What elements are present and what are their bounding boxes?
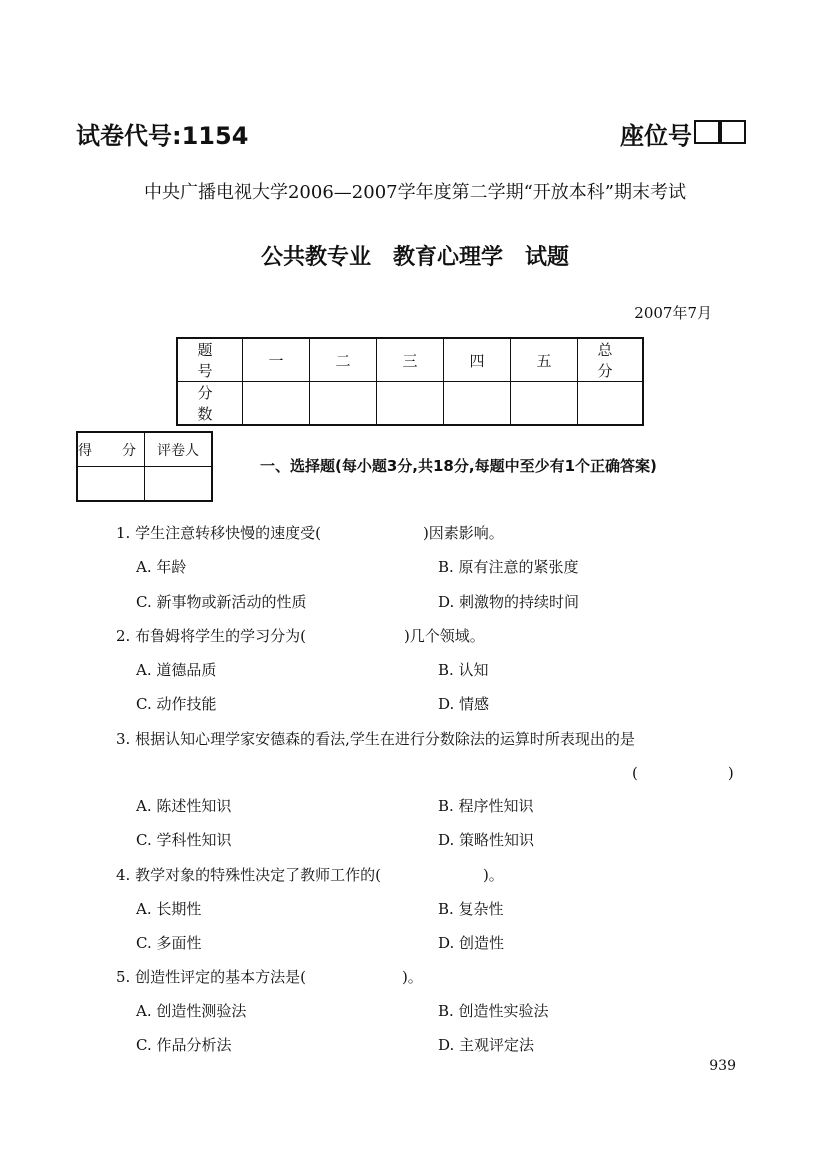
score-entry-cell[interactable] (444, 382, 511, 426)
option-d: D. 创造性 (438, 934, 505, 952)
score-entry-cell[interactable] (578, 382, 644, 426)
question-stem: 5. 创造性评定的基本方法是( (116, 968, 306, 986)
option-a: A. 陈述性知识 (136, 797, 232, 815)
option-c: C. 作品分析法 (136, 1036, 232, 1054)
grader-table (76, 431, 213, 502)
question-stem: 3. 根据认知心理学家安德森的看法,学生在进行分数除法的运算时所表现出的是 (116, 730, 635, 748)
university-line: 中央广播电视大学2006—2007学年度第二学期“开放本科”期末考试 (143, 182, 687, 203)
option-c: C. 学科性知识 (136, 831, 232, 849)
score-entry-cell[interactable] (310, 382, 377, 426)
page-number: 939 (709, 1058, 736, 1074)
grader-name-label: 评卷人 (145, 432, 213, 467)
question-4 (116, 864, 504, 885)
option-c: C. 动作技能 (136, 695, 217, 713)
question-stem: 2. 布鲁姆将学生的学习分为( (116, 627, 306, 645)
question-3 (116, 728, 635, 749)
option-c: C. 新事物或新活动的性质 (136, 593, 307, 611)
seat-number-box-1 (694, 120, 720, 144)
grader-score-label: 得 分 (77, 432, 145, 467)
question-5 (116, 966, 423, 987)
option-d: D. 刺激物的持续时间 (438, 593, 580, 611)
section-header: 一、选择题(每小题3分,共18分,每题中至少有1个正确答案) (260, 457, 657, 475)
seat-number-label: 座位号 (620, 122, 692, 150)
question-tail: )几个领域。 (403, 627, 485, 645)
question-2 (116, 625, 485, 646)
score-table-cell: 五 (511, 338, 578, 382)
exam-code: 试卷代号:1154 (76, 122, 249, 150)
option-b: B. 程序性知识 (438, 797, 534, 815)
score-table-cell: 分 数 (177, 382, 243, 426)
question-tail: )因素影响。 (422, 524, 504, 542)
option-d: D. 主观评定法 (438, 1036, 535, 1054)
option-a: A. 长期性 (136, 900, 202, 918)
option-d: D. 情感 (438, 695, 490, 713)
score-entry-cell[interactable] (243, 382, 310, 426)
score-table-cell: 三 (377, 338, 444, 382)
score-table-cell: 题 号 (177, 338, 243, 382)
score-entry-cell[interactable] (511, 382, 578, 426)
seat-number-box-2 (720, 120, 746, 144)
option-a: A. 年龄 (136, 558, 187, 576)
course-title: 公共教专业 教育心理学 试题 (260, 245, 569, 270)
score-table-cell: 总 分 (578, 338, 644, 382)
question-tail: )。 (482, 866, 504, 884)
option-d: D. 策略性知识 (438, 831, 535, 849)
question-tail: )。 (401, 968, 423, 986)
question-1 (116, 522, 504, 543)
option-b: B. 创造性实验法 (438, 1002, 549, 1020)
option-b: B. 认知 (438, 661, 489, 679)
score-table-score-row (177, 382, 643, 426)
question-stem: 1. 学生注意转移快慢的速度受( (116, 524, 321, 542)
score-table-header-row (177, 338, 643, 382)
exam-date: 2007年7月 (634, 304, 712, 322)
score-table-cell: 一 (243, 338, 310, 382)
answer-blank[interactable]: ( ) (632, 764, 734, 782)
option-c: C. 多面性 (136, 934, 202, 952)
score-table (176, 337, 648, 426)
grader-name-cell[interactable] (145, 467, 213, 502)
question-stem: 4. 教学对象的特殊性决定了教师工作的( (116, 866, 381, 884)
score-entry-cell[interactable] (377, 382, 444, 426)
option-a: A. 创造性测验法 (136, 1002, 247, 1020)
grader-score-cell[interactable] (77, 467, 145, 502)
option-b: B. 复杂性 (438, 900, 504, 918)
score-table-cell: 二 (310, 338, 377, 382)
score-table-cell: 四 (444, 338, 511, 382)
option-a: A. 道德品质 (136, 661, 217, 679)
option-b: B. 原有注意的紧张度 (438, 558, 579, 576)
